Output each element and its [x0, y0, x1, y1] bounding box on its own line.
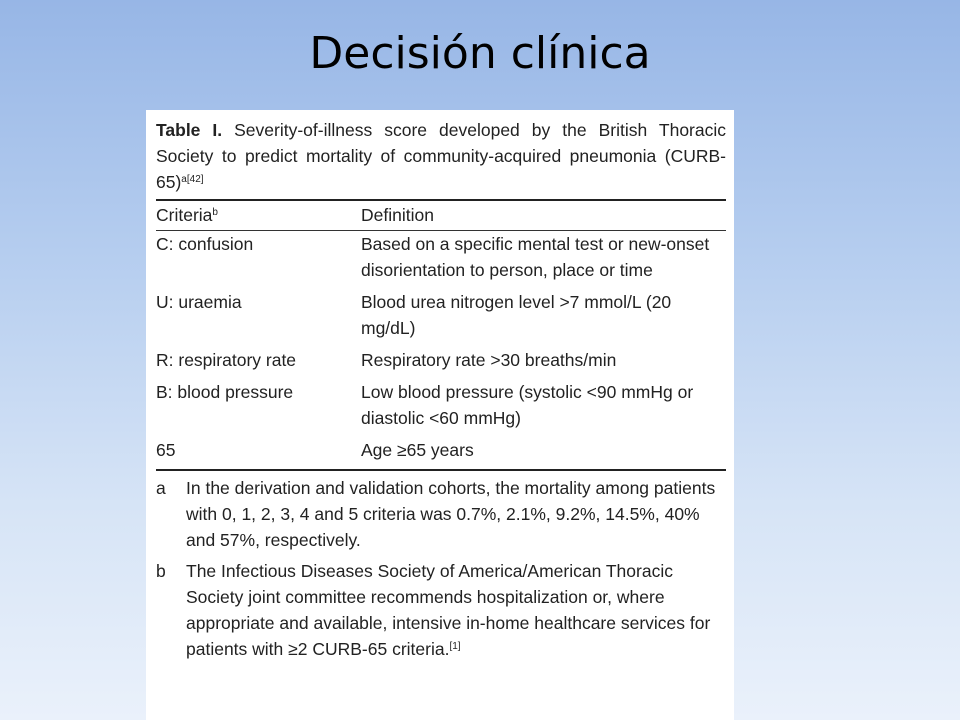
definition-cell: Based on a specific mental test or new-onset disorientation to person, place or time	[361, 234, 710, 280]
definition-cell: Age ≥65 years	[361, 440, 474, 460]
footnote-label: b	[156, 561, 166, 581]
table-caption	[156, 117, 726, 195]
footnote-sup: [1]	[449, 641, 461, 652]
criteria-cell: R: respiratory rate	[156, 350, 297, 370]
table-image	[146, 110, 734, 720]
footnote-text: In the derivation and validation cohorts, the mortality among patients with 0, 1, 2, 3, 4 and 5 criteria was 0.7%, 2.1%, 9.2%, 14.5%, 40% and 57%, respectively.	[186, 478, 716, 550]
criteria-table-body	[156, 231, 726, 469]
table-caption-sup: a[42]	[181, 174, 204, 185]
table-row	[156, 347, 726, 379]
footnote-text-wrap	[186, 558, 726, 662]
table-row	[156, 379, 726, 437]
table-header-row	[156, 201, 726, 230]
definition-cell: Low blood pressure (systolic <90 mmHg or diastolic <60 mmHg)	[361, 382, 694, 428]
header-criteria-sup: b	[212, 207, 218, 218]
bottom-rule	[156, 469, 726, 471]
definition-cell: Blood urea nitrogen level >7 mmol/L (20 mg/dL)	[361, 292, 672, 338]
footnote-label: a	[156, 478, 166, 498]
definition-cell: Respiratory rate >30 breaths/min	[361, 350, 617, 370]
footnote-a	[156, 475, 726, 553]
table-row	[156, 437, 726, 469]
table-row	[156, 289, 726, 347]
table-caption-label: Table I.	[156, 120, 223, 140]
footnote-b	[156, 558, 726, 662]
table-row	[156, 231, 726, 289]
footnotes	[156, 475, 726, 662]
criteria-cell: U: uraemia	[156, 292, 242, 312]
criteria-cell: B: blood pressure	[156, 382, 294, 402]
header-definition: Definition	[361, 205, 434, 225]
criteria-cell: 65	[156, 440, 176, 460]
criteria-cell: C: confusion	[156, 234, 254, 254]
slide-title: Decisión clínica	[309, 28, 651, 79]
table-caption-text: Severity-of-illness score developed by the British Thoracic Society to predict mortality of community-acquired pneumonia (CURB-65)	[156, 120, 727, 192]
footnote-text: The Infectious Diseases Society of America/American Thoracic Society joint committee recommends hospitalization or, where appropriate and available, intensive in-home healthcare services for patients with ≥2 CURB-65 criteria.	[186, 561, 711, 659]
header-criteria-label: Criteria	[156, 205, 213, 225]
criteria-table	[156, 201, 726, 230]
header-criteria	[156, 201, 361, 230]
